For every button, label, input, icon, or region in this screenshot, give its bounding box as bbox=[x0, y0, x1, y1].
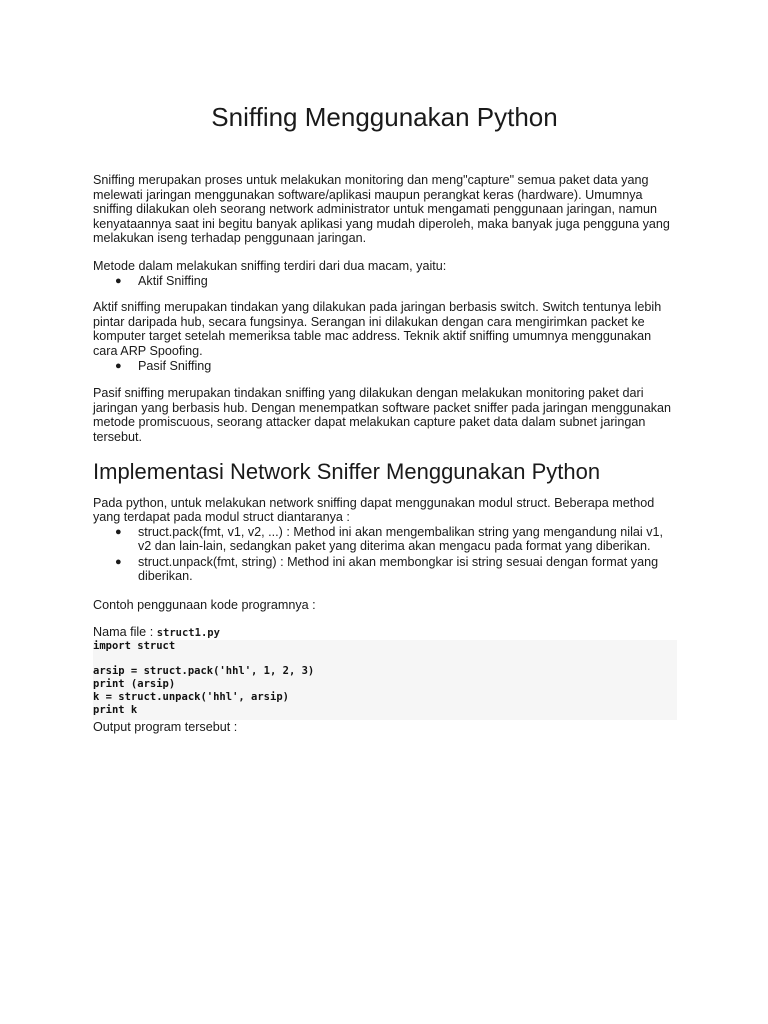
list-item bbox=[93, 555, 676, 584]
bullet-icon: ● bbox=[115, 274, 122, 287]
filename: struct1.py bbox=[156, 626, 220, 639]
aktif-list bbox=[93, 274, 676, 289]
page-title: Sniffing Menggunakan Python bbox=[211, 102, 558, 132]
bullet-icon: ● bbox=[115, 359, 122, 372]
aktif-description: Aktif sniffing merupakan tindakan yang dilakukan pada jaringan berbasis switch. Switch tentunya lebih pintar daripada hub, secara fungsinya. Serangan ini dilakukan dengan cara mengirimkan packet ke komputer target setelah memeriksa table mac address. Teknik aktif sniffing umumnya menggunakan cara ARP Spoofing. bbox=[93, 300, 662, 358]
code-line: print k bbox=[93, 703, 138, 716]
list-item-label: Pasif Sniffing bbox=[138, 358, 212, 373]
filename-line bbox=[93, 625, 676, 640]
code-line: import struct bbox=[93, 639, 176, 652]
methods-paragraph: Metode dalam melakukan sniffing terdiri dari dua macam, yaitu: bbox=[93, 258, 447, 273]
python-intro-paragraph: Pada python, untuk melakukan network sniffing dapat menggunakan modul struct. Beberapa method yang terdapat pada modul struct diantaranya : bbox=[93, 495, 655, 525]
code-block bbox=[93, 640, 677, 721]
filename-label: Nama file : bbox=[93, 624, 157, 639]
code-line bbox=[93, 652, 677, 665]
code-line: k = struct.unpack('hhl', arsip) bbox=[93, 690, 289, 703]
list-item-label: struct.unpack(fmt, string) : Method ini akan membongkar isi string sesuai dengan format yang diberikan. bbox=[138, 554, 659, 584]
bullet-icon: ● bbox=[115, 525, 122, 538]
code-line: print (arsip) bbox=[93, 678, 176, 691]
output-label: Output program tersebut : bbox=[93, 720, 238, 735]
pasif-list bbox=[93, 359, 676, 374]
pasif-description: Pasif sniffing merupakan tindakan sniffing yang dilakukan dengan melakukan monitoring paket dari jaringan yang berbasis hub. Dengan menempatkan software packet sniffer pada jaringan menggunakan metode promiscuous, seorang attacker dapat melakukan capture paket data dalam subnet jaringan tersebut. bbox=[93, 386, 672, 444]
intro-paragraph: Sniffing merupakan proses untuk melakukan monitoring dan meng"capture" semua paket data yang melewati jaringan menggunakan software/aplikasi maupun perangkat keras (hardware). Umumnya sniffing dilakukan oleh seorang network administrator untuk mengamati penggunaan jaringan, namun kenyataannya saat ini begitu banyak aplikasi yang mudah diperoleh, maka banyak juga pengguna yang melakukan iseng terhadap penggunaan jaringan. bbox=[93, 173, 670, 246]
example-paragraph: Contoh penggunaan kode programnya : bbox=[93, 598, 316, 613]
struct-methods-list bbox=[93, 525, 676, 584]
bullet-icon: ● bbox=[115, 555, 122, 568]
section-heading: Implementasi Network Sniffer Menggunakan Python bbox=[93, 458, 601, 484]
list-item bbox=[93, 525, 676, 554]
list-item bbox=[93, 274, 676, 289]
list-item bbox=[93, 359, 676, 374]
list-item-label: struct.pack(fmt, v1, v2, ...) : Method ini akan mengembalikan string yang mengandung nilai v1, v2 dan lain-lain, sedangkan paket yang diterima akan mengacu pada format yang diberikan. bbox=[138, 524, 664, 554]
code-line: arsip = struct.pack('hhl', 1, 2, 3) bbox=[93, 665, 315, 678]
list-item-label: Aktif Sniffing bbox=[138, 273, 208, 288]
